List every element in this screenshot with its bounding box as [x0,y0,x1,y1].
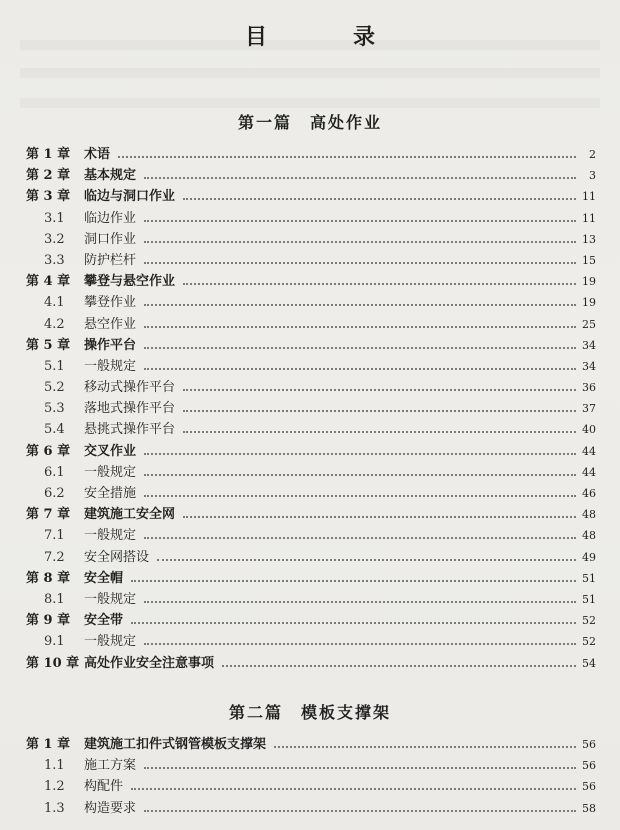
entry-page-number: 48 [582,508,596,522]
toc-chapter-entry [26,609,596,630]
entry-number: 3.1 [44,210,65,226]
entry-number: 8.1 [44,591,65,607]
dot-leader [144,453,576,455]
dot-leader [183,389,576,391]
entry-title: 施工方案 [84,758,137,774]
entry-title: 建筑施工扣件式钢管模板支撑架 [84,737,267,752]
entry-number: 5.1 [44,358,65,374]
entry-title: 洞口作业 [84,231,137,247]
dot-leader [183,516,576,518]
dot-leader [144,474,576,476]
toc-section-entry [26,775,596,796]
dot-leader [144,304,576,306]
entry-page-number: 44 [582,465,596,479]
toc-chapter-entry [26,567,596,588]
entry-page-number: 48 [582,529,596,543]
toc-section-entry [26,797,596,818]
toc-section-entry [26,207,596,228]
toc-section-entry [26,546,596,567]
entry-page-number: 56 [582,738,596,751]
dot-leader [144,262,576,264]
entry-title: 交叉作业 [84,443,137,459]
entry-title: 临边作业 [84,210,137,226]
entry-title: 攀登与悬空作业 [84,274,176,290]
entry-number: 1.2 [44,779,65,795]
part-2-heading [0,700,620,723]
toc-section-entry [26,754,596,775]
entry-number: 7.1 [44,528,65,544]
toc-chapter-entry [26,334,596,355]
entry-title: 术语 [84,147,111,162]
entry-number: 第 9 章 [26,613,71,629]
entry-title: 操作平台 [84,337,137,353]
entry-title: 攀登作业 [84,295,137,311]
toc-section-entry [26,291,596,312]
entry-number: 4.1 [44,295,65,311]
part-2-label: 第二篇 [228,703,283,722]
toc-section-entry [26,630,596,651]
entry-page-number: 19 [582,275,596,289]
entry-title: 移动式操作平台 [84,380,176,396]
entry-number: 6.2 [44,486,65,501]
entry-number: 第 4 章 [26,274,71,290]
entry-title: 防护栏杆 [84,252,137,268]
entry-number: 第 2 章 [26,168,71,184]
toc-chapter-entry [26,503,596,524]
toc-section-entry [26,418,596,439]
bleed-through-text [20,68,600,78]
entry-title: 安全措施 [84,486,137,501]
entry-page-number: 49 [582,550,596,564]
entry-title: 安全带 [84,613,124,629]
toc-part-2 [26,733,596,818]
dot-leader [131,788,576,790]
part-1-heading [0,110,620,133]
entry-title: 基本规定 [84,168,137,184]
part-2-title: 模板支撑架 [301,703,392,722]
entry-page-number: 34 [582,359,596,373]
entry-number: 第 5 章 [26,337,71,353]
entry-page-number: 52 [582,614,596,628]
dot-leader [183,431,576,433]
dot-leader [183,283,576,285]
entry-title: 高处作业安全注意事项 [84,655,215,671]
dot-leader [144,368,576,370]
entry-number: 5.2 [44,380,65,396]
toc-section-entry [26,524,596,545]
entry-number: 5.4 [44,422,65,438]
entry-page-number: 2 [589,148,596,161]
entry-title: 安全帽 [84,570,124,586]
dot-leader [144,220,576,222]
toc-section-entry [26,482,596,503]
toc-chapter-entry [26,164,596,185]
entry-title: 临边与洞口作业 [84,189,176,205]
entry-page-number: 58 [582,801,596,815]
entry-number: 第 8 章 [26,570,71,586]
entry-page-number: 36 [582,381,596,395]
entry-title: 一般规定 [84,528,137,544]
dot-leader [144,767,576,769]
dot-leader [157,559,576,561]
entry-number: 3.2 [44,231,65,247]
entry-page-number: 25 [582,317,596,331]
entry-page-number: 46 [582,487,596,500]
toc-section-entry [26,313,596,334]
dot-leader [274,746,576,748]
entry-page-number: 54 [582,656,596,670]
toc-section-entry [26,376,596,397]
dot-leader [183,198,576,200]
entry-title: 构造要求 [84,800,137,816]
entry-title: 一般规定 [84,634,137,650]
dot-leader [144,347,576,349]
part-1-label: 第一篇 [237,113,292,132]
toc-section-entry [26,228,596,249]
entry-title: 构配件 [84,779,124,795]
entry-page-number: 51 [582,592,596,606]
entry-title: 一般规定 [84,358,137,374]
part-1-title: 高处作业 [310,113,383,132]
entry-page-number: 13 [582,232,596,246]
toc-part-1 [26,143,596,673]
entry-title: 一般规定 [84,591,137,607]
dot-leader [222,665,576,667]
entry-title: 一般规定 [84,464,137,480]
entry-page-number: 40 [582,423,596,437]
entry-page-number: 11 [582,211,596,225]
entry-page-number: 37 [582,402,596,416]
entry-page-number: 34 [582,338,596,352]
entry-number: 4.2 [44,316,65,332]
entry-number: 第 1 章 [26,737,71,752]
toc-chapter-entry [26,185,596,206]
entry-page-number: 52 [582,635,596,649]
entry-title: 悬空作业 [84,316,137,332]
entry-page-number: 44 [582,444,596,458]
toc-section-entry [26,355,596,376]
entry-page-number: 15 [582,253,596,267]
entry-title: 落地式操作平台 [84,401,176,417]
dot-leader [144,177,576,179]
toc-heading: 目 录 [244,24,407,50]
dot-leader [144,601,576,603]
dot-leader [144,495,576,497]
entry-page-number: 19 [582,296,596,310]
entry-title: 悬挑式操作平台 [84,422,176,438]
entry-number: 第 6 章 [26,443,71,459]
toc-chapter-entry [26,270,596,291]
entry-number: 1.1 [44,758,65,774]
entry-number: 第 10 章 [26,655,80,671]
entry-number: 1.3 [44,800,65,816]
entry-title: 建筑施工安全网 [84,507,176,523]
entry-number: 7.2 [44,549,65,565]
dot-leader [144,241,576,243]
entry-page-number: 11 [582,190,596,204]
entry-page-number: 56 [582,759,596,773]
entry-number: 第 1 章 [26,147,71,162]
toc-section-entry [26,461,596,482]
toc-section-entry [26,588,596,609]
dot-leader [131,580,576,582]
entry-page-number: 3 [589,169,596,183]
toc-chapter-entry [26,440,596,461]
toc-chapter-entry [26,652,596,673]
entry-title: 安全网搭设 [84,549,150,565]
dot-leader [131,622,576,624]
entry-number: 6.1 [44,464,65,480]
toc-section-entry [26,397,596,418]
entry-number: 5.3 [44,401,65,417]
entry-number: 第 3 章 [26,189,71,205]
dot-leader [183,410,576,412]
dot-leader [144,810,576,812]
dot-leader [144,326,576,328]
entry-page-number: 56 [582,780,596,794]
entry-page-number: 51 [582,571,596,585]
entry-number: 3.3 [44,252,65,268]
bleed-through-text [20,98,600,108]
dot-leader [144,643,576,645]
entry-number: 9.1 [44,634,65,650]
dot-leader [118,156,576,158]
toc-section-entry [26,249,596,270]
toc-chapter-entry [26,733,596,754]
dot-leader [144,537,576,539]
toc-chapter-entry [26,143,596,164]
entry-number: 第 7 章 [26,507,71,523]
